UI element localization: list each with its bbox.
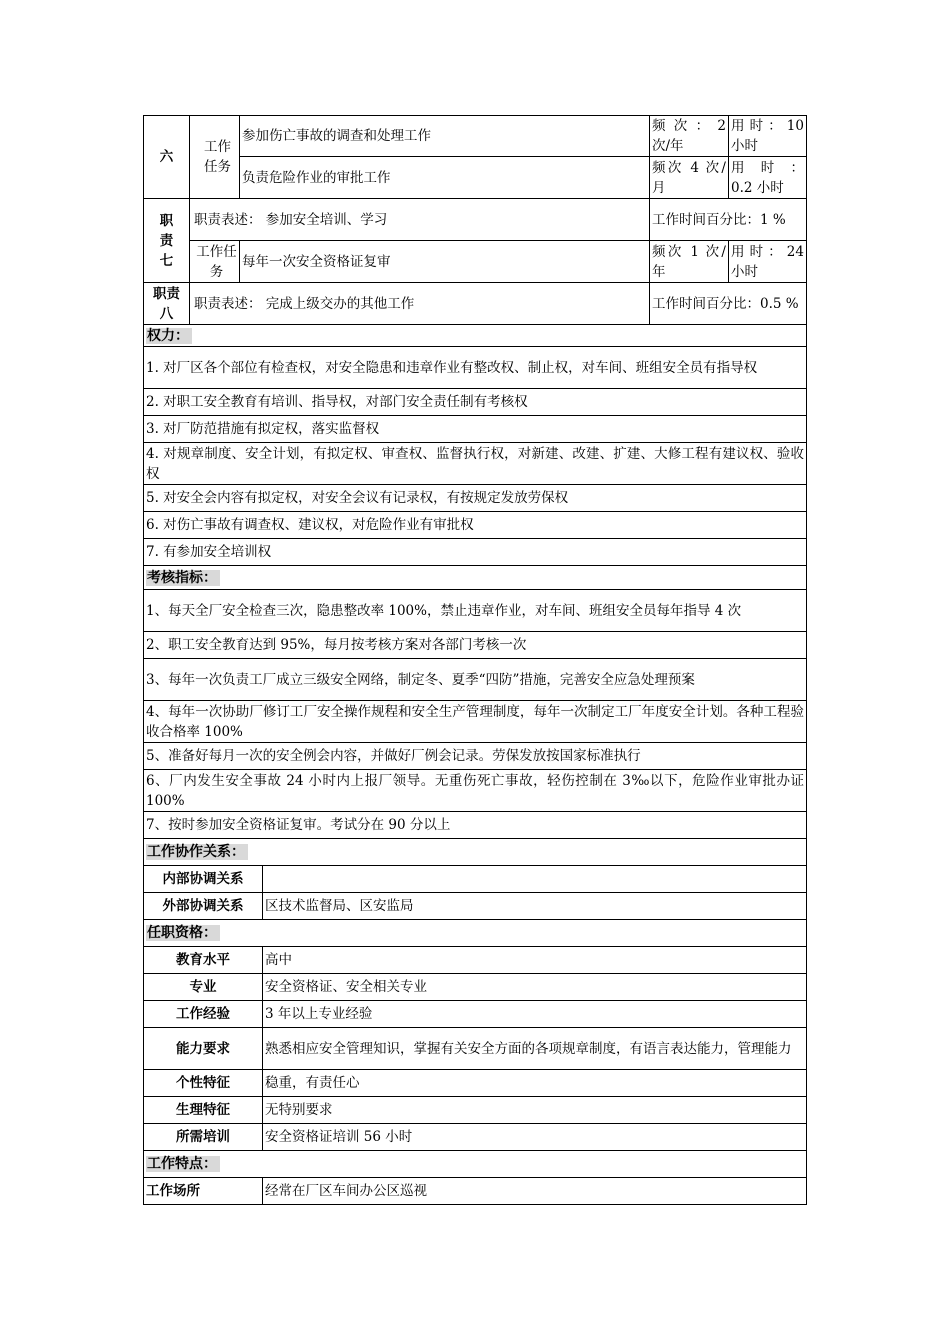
power-item: 1. 对厂区各个部位有检查权，对安全隐患和违章作业有整改权、制止权，对车间、班组安全员有指导权 [144,347,807,389]
relations-heading: 工作协作关系： [144,839,807,866]
qualification-label: 专业 [144,974,263,1001]
kpi-heading-row [144,566,807,590]
qualification-row [144,1001,807,1028]
qualification-value: 安全资格证、安全相关专业 [263,974,807,1001]
qualification-value: 3 年以上专业经验 [263,1001,807,1028]
powers-heading-row [144,325,807,347]
duty6-task2-hours: 用 时 ： 0.2 小时 [729,157,807,199]
external-relations-value: 区技术监督局、区安监局 [263,893,807,920]
kpi-item: 5、准备好每月一次的安全例会内容，并做好厂例会记录。劳保发放按国家标准执行 [144,743,807,770]
qualification-value: 无特别要求 [263,1097,807,1124]
power-item: 5. 对安全会内容有拟定权，对安全会议有记录权，有按规定发放劳保权 [144,485,807,512]
internal-relations-row [144,866,807,893]
qualification-row [144,1070,807,1097]
duty6-number: 六 [144,116,190,199]
duty7-task-frequency: 频次 1 次/年 [650,241,729,283]
qualification-value: 安全资格证培训 56 小时 [263,1124,807,1151]
duty6-task2-text: 负责危险作业的审批工作 [240,157,650,199]
kpi-item: 3、每年一次负责工厂成立三级安全网络，制定冬、夏季“四防”措施，完善安全应急处理预案 [144,659,807,701]
duty6-task2-frequency: 频次 4 次/月 [650,157,729,199]
duty7-time-percent: 工作时间百分比：1 % [650,199,807,241]
duty7-task-row [144,241,807,283]
qualification-row [144,1028,807,1070]
duty6-task1-row [144,116,807,157]
features-heading: 工作特点： [144,1151,807,1178]
kpi-item: 1、每天全厂安全检查三次，隐患整改率 100%，禁止违章作业，对车间、班组安全员每年指导 4 次 [144,590,807,632]
qualification-label: 生理特征 [144,1097,263,1124]
work-place-value: 经常在厂区车间办公区巡视 [263,1178,807,1205]
duty8-statement: 职责表述： 完成上级交办的其他工作 [190,283,650,325]
work-place-row [144,1178,807,1205]
kpi-heading: 考核指标： [144,566,807,590]
kpi-item: 7、按时参加安全资格证复审。考试分在 90 分以上 [144,812,807,839]
duty7-number: 职责七 [144,199,190,283]
external-relations-label: 外部协调关系 [144,893,263,920]
job-description-table [143,115,807,1205]
qualifications-heading-row [144,920,807,947]
external-relations-row [144,893,807,920]
duty6-task1-hours: 用时：10 小时 [729,116,807,157]
duty6-task2-row [144,157,807,199]
powers-heading: 权力： [144,325,807,347]
qualification-value: 高中 [263,947,807,974]
power-item: 6. 对伤亡事故有调查权、建议权，对危险作业有审批权 [144,512,807,539]
duty6-task1-frequency: 频 次 ： 2 次/年 [650,116,729,157]
kpi-item: 6、厂内发生安全事故 24 小时内上报厂领导。无重伤死亡事故，轻伤控制在 3‰以下，危险作业审批办证 100% [144,770,807,812]
qualification-row [144,1124,807,1151]
job-description-document [143,115,806,1205]
qualification-row [144,1097,807,1124]
features-heading-row [144,1151,807,1178]
qualification-row [144,947,807,974]
qualification-label: 教育水平 [144,947,263,974]
kpi-item: 4、每年一次协助厂修订工厂安全操作规程和安全生产管理制度，每年一次制定工厂年度安全计划。各种工程验收合格率 100% [144,701,807,743]
qualification-value: 熟悉相应安全管理知识，掌握有关安全方面的各项规章制度，有语言表达能力，管理能力 [263,1028,807,1070]
power-item: 7. 有参加安全培训权 [144,539,807,566]
duty7-task-text: 每年一次安全资格证复审 [240,241,650,283]
qualification-row [144,974,807,1001]
duty7-task-label: 工作任务 [190,241,240,283]
relations-heading-row [144,839,807,866]
duty8-time-percent: 工作时间百分比：0.5 % [650,283,807,325]
power-item: 4. 对规章制度、安全计划，有拟定权、审查权、监督执行权，对新建、改建、扩建、大修工程有建议权、验收权 [144,443,807,485]
duty7-statement-row [144,199,807,241]
power-item: 3. 对厂防范措施有拟定权，落实监督权 [144,416,807,443]
duty7-task-hours: 用时：24 小时 [729,241,807,283]
qualifications-heading: 任职资格： [144,920,807,947]
qualification-label: 工作经验 [144,1001,263,1028]
kpi-item: 2、职工安全教育达到 95%，每月按考核方案对各部门考核一次 [144,632,807,659]
qualification-label: 能力要求 [144,1028,263,1070]
qualification-label: 个性特征 [144,1070,263,1097]
internal-relations-label: 内部协调关系 [144,866,263,893]
duty7-statement: 职责表述： 参加安全培训、学习 [190,199,650,241]
work-place-label: 工作场所 [144,1178,263,1205]
power-item: 2. 对职工安全教育有培训、指导权，对部门安全责任制有考核权 [144,389,807,416]
internal-relations-value [263,866,807,893]
duty6-task1-text: 参加伤亡事故的调查和处理工作 [240,116,650,157]
qualification-value: 稳重，有责任心 [263,1070,807,1097]
duty8-number: 职责八 [144,283,190,325]
duty6-task-label: 工作任务 [190,116,240,199]
duty8-statement-row [144,283,807,325]
qualification-label: 所需培训 [144,1124,263,1151]
